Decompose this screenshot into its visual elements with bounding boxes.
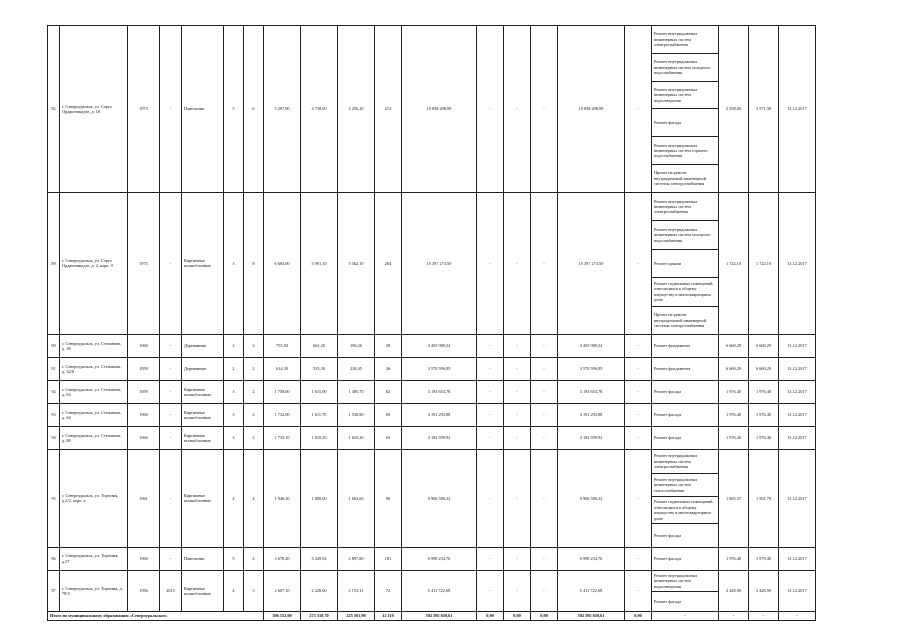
cell-year: 1959	[128, 357, 160, 380]
cell-floors: 3	[224, 426, 244, 449]
cell-unit-cost: 1 976,40	[719, 380, 749, 403]
cell-cost-budget: -	[504, 334, 531, 357]
cell-year2: -	[160, 449, 182, 547]
table-row	[48, 426, 816, 449]
cell-area-living: 535,30	[301, 357, 338, 380]
cell-cost-local: -	[531, 426, 558, 449]
cell-cost-total: 3 193 654,78	[402, 380, 477, 403]
cell-work-type: Ремонт фасада	[652, 524, 719, 548]
cell-unit-cost-max: 1 561,79	[749, 449, 779, 547]
cell-cost-total: 3 191 293,88	[402, 403, 477, 426]
cell-cost-fund: -	[477, 26, 504, 193]
cell-address: г. Североуральск, ул. Торговая, д.2/2, корп. а	[60, 449, 128, 547]
cell-year2: -	[160, 547, 182, 570]
cell-cost-budget: -	[504, 449, 531, 547]
cell-year2: -	[160, 426, 182, 449]
cell-cost-total: 3 570 596,85	[402, 357, 477, 380]
cell-unit-cost-max: 1 976,40	[749, 426, 779, 449]
cell-address: г. Североуральск, ул. Торговая, д. 78/3	[60, 570, 128, 611]
table-row	[48, 570, 816, 591]
total-deadline: -	[779, 612, 816, 621]
cell-floors: 2	[224, 357, 244, 380]
cell-deadline: 31.12.2017	[779, 357, 816, 380]
cell-year2: -	[160, 26, 182, 193]
cell-walls: Панельные	[182, 26, 224, 193]
cell-unit-cost: 6 669,29	[719, 334, 749, 357]
cell-unit-cost: 1 722,10	[719, 192, 749, 334]
total-row	[48, 612, 816, 621]
cell-area-living: 1 615,00	[301, 380, 338, 403]
cell-work-type: Ремонт фасада	[652, 426, 719, 449]
cell-area-living: 4 738,00	[301, 26, 338, 193]
cell-cost-local: -	[531, 570, 558, 611]
table-row	[48, 449, 816, 473]
cell-residents: 264	[375, 192, 402, 334]
cell-entrances: 8	[244, 192, 264, 334]
cell-work-type: Ремонт крыши	[652, 249, 719, 277]
total-label: Итого по муниципальному образованию «Североуральское»	[48, 612, 264, 621]
cell-area-living: 1 610,20	[301, 426, 338, 449]
cell-unit-cost: 2 358,00	[719, 26, 749, 193]
cell-walls: Кирпичные шлакоблочные	[182, 403, 224, 426]
cell-deadline: 31.12.2017	[779, 570, 816, 611]
total-cost-budget: 0,00	[504, 612, 531, 621]
cell-num: 91	[48, 357, 60, 380]
cell-residents: 29	[375, 334, 402, 357]
cell-cost-budget: -	[504, 357, 531, 380]
cell-work-type: Ремонт подвальных помещений, относящихся к общему имуществу в многоквартирном доме	[652, 497, 719, 524]
cell-walls: Деревянные	[182, 357, 224, 380]
cell-cost-total: 9 906 580,32	[402, 449, 477, 547]
cell-work-type: Ремонт фундамента	[652, 357, 719, 380]
cell-work-type: Ремонт внутридомовых инженерных систем водоотведения	[652, 570, 719, 591]
cell-area-living-ind: 2 897,80	[338, 547, 375, 570]
cell-cost-budget: -	[504, 26, 531, 193]
cell-entrances: 6	[244, 26, 264, 193]
cell-work-type: Ремонт внутридомовых инженерных систем горячего водоснабжения	[652, 137, 719, 165]
cell-cost-owners: 3 193 654,78	[558, 380, 625, 403]
cell-residents: 63	[375, 426, 402, 449]
cell-deadline: 31.12.2017	[779, 547, 816, 570]
cell-area-living-ind: 1 610,20	[338, 426, 375, 449]
cell-cost-total: 4 459 989,34	[402, 334, 477, 357]
cell-work-type: Ремонт внутридомовых инженерных систем холодного водоснабжения	[652, 221, 719, 249]
cell-area-living: 2 228,00	[301, 570, 338, 611]
cell-work-type: Ремонт внутридомовых инженерных систем водоотведения	[652, 81, 719, 109]
table-row	[48, 334, 816, 357]
cell-walls: Кирпичные шлакоблочные	[182, 426, 224, 449]
cell-residents: 96	[375, 449, 402, 547]
cell-cost-owners: 3 191 293,88	[558, 403, 625, 426]
cell-year: 1960	[128, 334, 160, 357]
cell-cost-other: -	[625, 380, 652, 403]
cell-cost-budget: -	[504, 570, 531, 611]
cell-num: 96	[48, 547, 60, 570]
cell-address: г. Североуральск, ул. Степанова, д. 68	[60, 426, 128, 449]
total-cost-local: 0,00	[531, 612, 558, 621]
cell-cost-other: -	[625, 357, 652, 380]
cell-unit-cost-max: 3 571,38	[749, 26, 779, 193]
cell-unit-cost: 1 976,40	[719, 547, 749, 570]
table-row	[48, 192, 816, 220]
cell-area-total: 2 607,10	[264, 570, 301, 611]
cell-num: 89	[48, 192, 60, 334]
cell-walls: Панельные	[182, 547, 224, 570]
register-body	[48, 26, 816, 621]
cell-area-total: 614,30	[264, 357, 301, 380]
cell-area-total: 1 946,30	[264, 449, 301, 547]
cell-deadline: 31.12.2017	[779, 403, 816, 426]
cell-area-living-ind: 1 485,70	[338, 380, 375, 403]
cell-area-total: 755,50	[264, 334, 301, 357]
cell-address: г. Североуральск, ул. Степанова, д. 64	[60, 403, 128, 426]
cell-address: г. Североуральск, ул. Степанова, д. 63	[60, 380, 128, 403]
cell-unit-cost-max: 1 722,10	[749, 192, 779, 334]
cell-area-living-ind: 196,26	[338, 334, 375, 357]
cell-cost-local: -	[531, 26, 558, 193]
cell-year: 1956	[128, 570, 160, 611]
cell-walls: Кирпичные шлакоблочные	[182, 192, 224, 334]
cell-area-total: 1 733,10	[264, 426, 301, 449]
cell-cost-local: -	[531, 357, 558, 380]
cell-work-type: Ремонт внутридомовых инженерных систем электроснабжения	[652, 192, 719, 220]
cell-num: 92	[48, 380, 60, 403]
cell-cost-other: -	[625, 426, 652, 449]
cell-cost-owners: 3 570 596,85	[558, 357, 625, 380]
total-cost-owners: 592 595 659,61	[558, 612, 625, 621]
cell-year: 1959	[128, 380, 160, 403]
cell-num: 94	[48, 426, 60, 449]
cell-cost-fund: -	[477, 449, 504, 547]
cell-residents: 69	[375, 403, 402, 426]
cell-year2: -	[160, 334, 182, 357]
cell-cost-local: -	[531, 192, 558, 334]
cell-residents: 62	[375, 380, 402, 403]
cell-residents: 26	[375, 357, 402, 380]
cell-cost-owners: 3 182 599,92	[558, 426, 625, 449]
cell-cost-other: -	[625, 192, 652, 334]
total-residents: 12 119	[375, 612, 402, 621]
cell-work-type: Ремонт фасада	[652, 592, 719, 612]
cell-deadline: 31.12.2017	[779, 449, 816, 547]
cell-work-type: Ремонт подвальных помещений, относящихся к общему имуществу в многоквартирном доме	[652, 278, 719, 306]
cell-walls: Кирпичные шлакоблочные	[182, 449, 224, 547]
cell-floors: 3	[224, 380, 244, 403]
cell-year2: -	[160, 357, 182, 380]
cell-residents: 181	[375, 547, 402, 570]
cell-unit-cost: 1 976,40	[719, 403, 749, 426]
cell-cost-fund: -	[477, 403, 504, 426]
total-area-living-ind: 225 501,90	[338, 612, 375, 621]
cell-floors: 2	[224, 334, 244, 357]
total-extra: -	[652, 612, 719, 621]
cell-area-living: 661,20	[301, 334, 338, 357]
cell-work-type: Ремонт фасада	[652, 380, 719, 403]
cell-area-living: 3 349,92	[301, 547, 338, 570]
cell-year2: -	[160, 380, 182, 403]
cell-area-total: 6 604,00	[264, 192, 301, 334]
cell-floors: 5	[224, 547, 244, 570]
cell-area-living-ind: 4 256,20	[338, 26, 375, 193]
cell-num: 93	[48, 403, 60, 426]
cell-cost-owners: 9 906 580,32	[558, 449, 625, 547]
cell-area-total: 1 758,00	[264, 380, 301, 403]
total-unit-cost: -	[719, 612, 749, 621]
cell-cost-local: -	[531, 547, 558, 570]
cell-year: 1973	[128, 26, 160, 193]
cell-area-total: 3 678,40	[264, 547, 301, 570]
cell-cost-owners: 10 838 208,98	[558, 26, 625, 193]
cell-deadline: 31.12.2017	[779, 26, 816, 193]
cell-cost-fund: -	[477, 570, 504, 611]
cell-year: 1960	[128, 426, 160, 449]
cell-cost-total: 10 397 273,50	[402, 192, 477, 334]
cell-cost-budget: -	[504, 403, 531, 426]
cell-cost-local: -	[531, 403, 558, 426]
cell-entrances: 4	[244, 449, 264, 547]
cell-work-type: Ремонт внутридомовых инженерных систем холодного водоснабжения	[652, 53, 719, 81]
cell-work-type: Ремонт фасада	[652, 547, 719, 570]
cell-cost-local: -	[531, 334, 558, 357]
cell-floors: 5	[224, 26, 244, 193]
cell-floors: 4	[224, 570, 244, 611]
cell-cost-total: 5 411 722,68	[402, 570, 477, 611]
cell-cost-other: -	[625, 334, 652, 357]
cell-area-living-ind: 228,45	[338, 357, 375, 380]
cell-unit-cost-max: 6 669,29	[749, 334, 779, 357]
cell-cost-budget: -	[504, 192, 531, 334]
cell-work-type: Проект на ремонт внутридомовой инженерной системы электроснабжения	[652, 165, 719, 193]
cell-area-living: 5 991,10	[301, 192, 338, 334]
cell-entrances: 2	[244, 403, 264, 426]
cell-year2: 2015	[160, 570, 182, 611]
cell-deadline: 31.12.2017	[779, 380, 816, 403]
cell-cost-fund: -	[477, 192, 504, 334]
cell-cost-other: -	[625, 26, 652, 193]
cell-year: 1960	[128, 403, 160, 426]
cell-entrances: 2	[244, 357, 264, 380]
cell-residents: 72	[375, 570, 402, 611]
cell-cost-other: -	[625, 403, 652, 426]
cell-cost-fund: -	[477, 357, 504, 380]
cell-num: 90	[48, 334, 60, 357]
cell-unit-cost: 2 428,90	[719, 570, 749, 611]
cell-area-living-ind: 1 663,60	[338, 449, 375, 547]
cell-cost-total: 6 998 234,76	[402, 547, 477, 570]
cell-unit-cost-max: 1 979,40	[749, 547, 779, 570]
cell-year: 1973	[128, 192, 160, 334]
total-area-living: 275 510,70	[301, 612, 338, 621]
cell-cost-fund: -	[477, 334, 504, 357]
cell-unit-cost: 1 865,57	[719, 449, 749, 547]
cell-floors: 3	[224, 192, 244, 334]
cell-num: 97	[48, 570, 60, 611]
cell-cost-fund: -	[477, 426, 504, 449]
cell-work-type: Ремонт внутридомовых инженерных систем электроснабжения	[652, 26, 719, 54]
cell-year: 1960	[128, 547, 160, 570]
cell-residents: 213	[375, 26, 402, 193]
table-row	[48, 547, 816, 570]
cell-area-living: 1 800,00	[301, 449, 338, 547]
cell-area-living-ind: 1 530,80	[338, 403, 375, 426]
cell-unit-cost-max: 2 428,90	[749, 570, 779, 611]
total-cost-fund: 0,00	[477, 612, 504, 621]
cell-cost-other: -	[625, 449, 652, 547]
cell-address: г. Североуральск, ул. Торговая, д.57	[60, 547, 128, 570]
cell-unit-cost: 1 976,40	[719, 426, 749, 449]
cell-area-total: 5 297,00	[264, 26, 301, 193]
cell-year: 1961	[128, 449, 160, 547]
cell-floors: 3	[224, 403, 244, 426]
cell-work-type: Ремонт внутридомовых инженерных систем электроснабжения	[652, 449, 719, 473]
cell-area-living-ind: 2 153,11	[338, 570, 375, 611]
cell-cost-fund: -	[477, 380, 504, 403]
cell-floors: 4	[224, 449, 244, 547]
cell-entrances: 2	[244, 380, 264, 403]
cell-walls: Кирпичные шлакоблочные	[182, 570, 224, 611]
cell-unit-cost: 6 669,29	[719, 357, 749, 380]
cell-work-type: Ремонт фундамента	[652, 334, 719, 357]
total-cost-other: 0,00	[625, 612, 652, 621]
cell-cost-owners: 5 411 722,68	[558, 570, 625, 611]
cell-unit-cost-max: 1 976,40	[749, 380, 779, 403]
table-row	[48, 380, 816, 403]
cell-walls: Деревянные	[182, 334, 224, 357]
cell-cost-owners: 4 459 989,34	[558, 334, 625, 357]
cell-cost-budget: -	[504, 547, 531, 570]
cell-deadline: 31.12.2017	[779, 426, 816, 449]
cell-entrances: 3	[244, 570, 264, 611]
cell-unit-cost-max: 6 669,29	[749, 357, 779, 380]
cell-year2: -	[160, 403, 182, 426]
cell-num: 82	[48, 26, 60, 193]
cell-cost-other: -	[625, 570, 652, 611]
cell-year2: -	[160, 192, 182, 334]
cell-area-living: 1 611,70	[301, 403, 338, 426]
cell-area-total: 1 732,00	[264, 403, 301, 426]
table-row	[48, 357, 816, 380]
cell-address: г. Североуральск, ул. Серго Орджоникидзе, д. 16	[60, 26, 128, 193]
cell-deadline: 31.12.2017	[779, 192, 816, 334]
cell-entrances: 2	[244, 426, 264, 449]
cell-cost-owners: 6 998 234,76	[558, 547, 625, 570]
cell-cost-total: 3 182 599,92	[402, 426, 477, 449]
cell-num: 95	[48, 449, 60, 547]
cell-entrances: 4	[244, 547, 264, 570]
cell-address: г. Североуральск, ул. Серго Орджоникидзе, д. 2, корп. 9	[60, 192, 128, 334]
capital-repair-register-table	[47, 25, 816, 621]
table-row	[48, 403, 816, 426]
cell-cost-budget: -	[504, 426, 531, 449]
cell-address: г. Североуральск, ул. Степанова, д. 38	[60, 334, 128, 357]
cell-cost-budget: -	[504, 380, 531, 403]
cell-cost-other: -	[625, 547, 652, 570]
cell-cost-local: -	[531, 449, 558, 547]
cell-address: г. Североуральск, ул. Степанова, д. 32/8	[60, 357, 128, 380]
cell-work-type: Ремонт фасада	[652, 403, 719, 426]
cell-deadline: 31.12.2017	[779, 334, 816, 357]
total-cost-total: 592 595 659,61	[402, 612, 477, 621]
total-area-total: 306 152,00	[264, 612, 301, 621]
total-unit-cost-max: -	[749, 612, 779, 621]
cell-cost-owners: 10 397 273,50	[558, 192, 625, 334]
cell-work-type: Проект на ремонт внутридомовой инженерной системы электроснабжения	[652, 306, 719, 334]
cell-cost-fund: -	[477, 547, 504, 570]
cell-unit-cost-max: 1 976,40	[749, 403, 779, 426]
cell-work-type: Ремонт фасада	[652, 109, 719, 137]
cell-entrances: 2	[244, 334, 264, 357]
cell-cost-total: 10 838 208,98	[402, 26, 477, 193]
cell-work-type: Ремонт внутридомовых инженерных систем теплоснабжения	[652, 473, 719, 497]
cell-area-living-ind: 5 362,10	[338, 192, 375, 334]
cell-walls: Кирпичные шлакоблочные	[182, 380, 224, 403]
table-row	[48, 26, 816, 54]
cell-cost-local: -	[531, 380, 558, 403]
